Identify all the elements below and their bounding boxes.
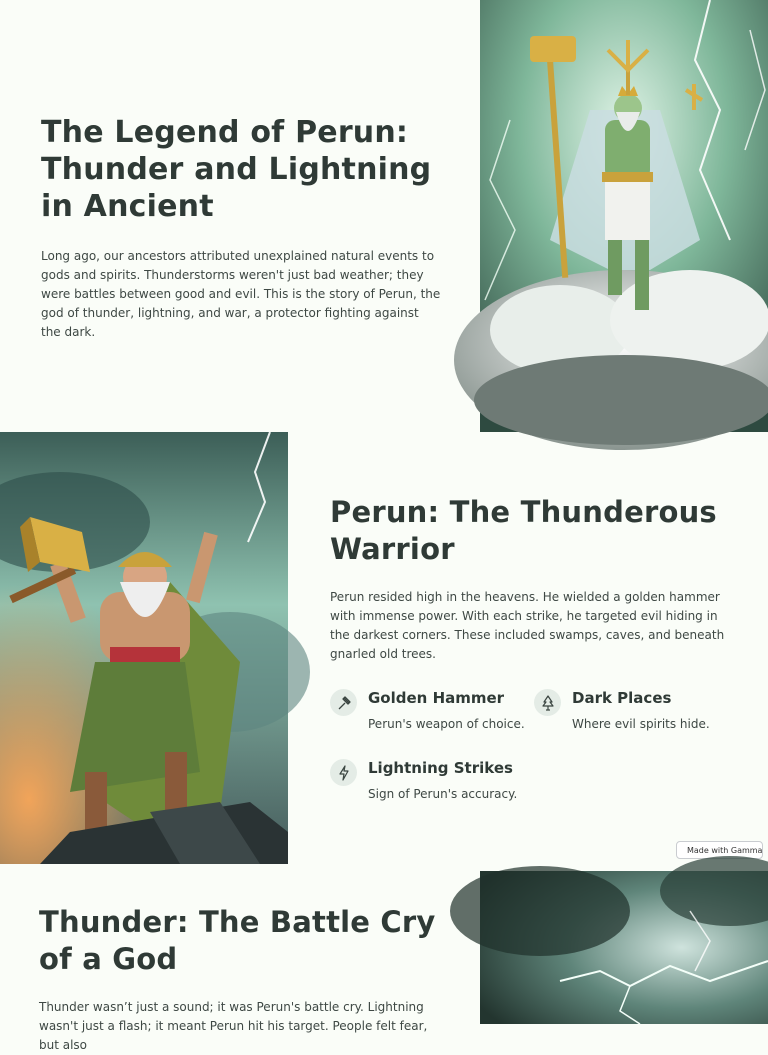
intro-text-block: [41, 114, 441, 342]
features-grid: [330, 689, 750, 819]
storm-clouds-lightning-image: [480, 871, 768, 1024]
warrior-text-block: [330, 494, 730, 819]
page-title: The Legend of Perun: Thunder and Lightning in Ancient: [41, 115, 432, 224]
made-with-gamma-badge[interactable]: [676, 841, 763, 859]
feature-description: Where evil spirits hide.: [572, 717, 710, 731]
battle-cry-section: [0, 871, 768, 1052]
battle-cry-text-block: [39, 904, 439, 1055]
intro-section: [0, 0, 768, 432]
lightning-icon: [330, 759, 357, 786]
feature-description: Perun's weapon of choice.: [368, 717, 525, 731]
intro-paragraph: Long ago, our ancestors attributed unexplained natural events to gods and spirits. Thunderstorms weren't just bad weather; they were battles between good and evil. This is the story of Perun, the god of thunder, lightning, and war, a protector fighting against the dark.: [41, 249, 441, 339]
perun-with-trident-on-clouds-image: [480, 0, 768, 432]
feature-title: Lightning Strikes: [368, 759, 513, 777]
feature-title: Golden Hammer: [368, 689, 505, 707]
tree-icon: [534, 689, 561, 716]
battle-cry-paragraph: Thunder wasn’t just a sound; it was Perun's battle cry. Lightning wasn't just a flash; it meant Perun hit his target. People felt fear, but also: [39, 1000, 428, 1052]
perun-with-golden-hammer-image: [0, 432, 288, 864]
section-heading: Perun: The Thunderous Warrior: [330, 495, 717, 566]
feature-description: Sign of Perun's accuracy.: [368, 787, 518, 801]
warrior-section: [0, 432, 768, 864]
section-heading: Thunder: The Battle Cry of a God: [39, 905, 436, 976]
warrior-paragraph: Perun resided high in the heavens. He wielded a golden hammer with immense power. With each strike, he targeted evil hiding in the darkest corners. These included swamps, caves, and beneath gnarled old trees.: [330, 590, 725, 661]
feature-title: Dark Places: [572, 689, 672, 707]
hammer-icon: [330, 689, 357, 716]
badge-label: Made with Gamma: [687, 845, 763, 855]
